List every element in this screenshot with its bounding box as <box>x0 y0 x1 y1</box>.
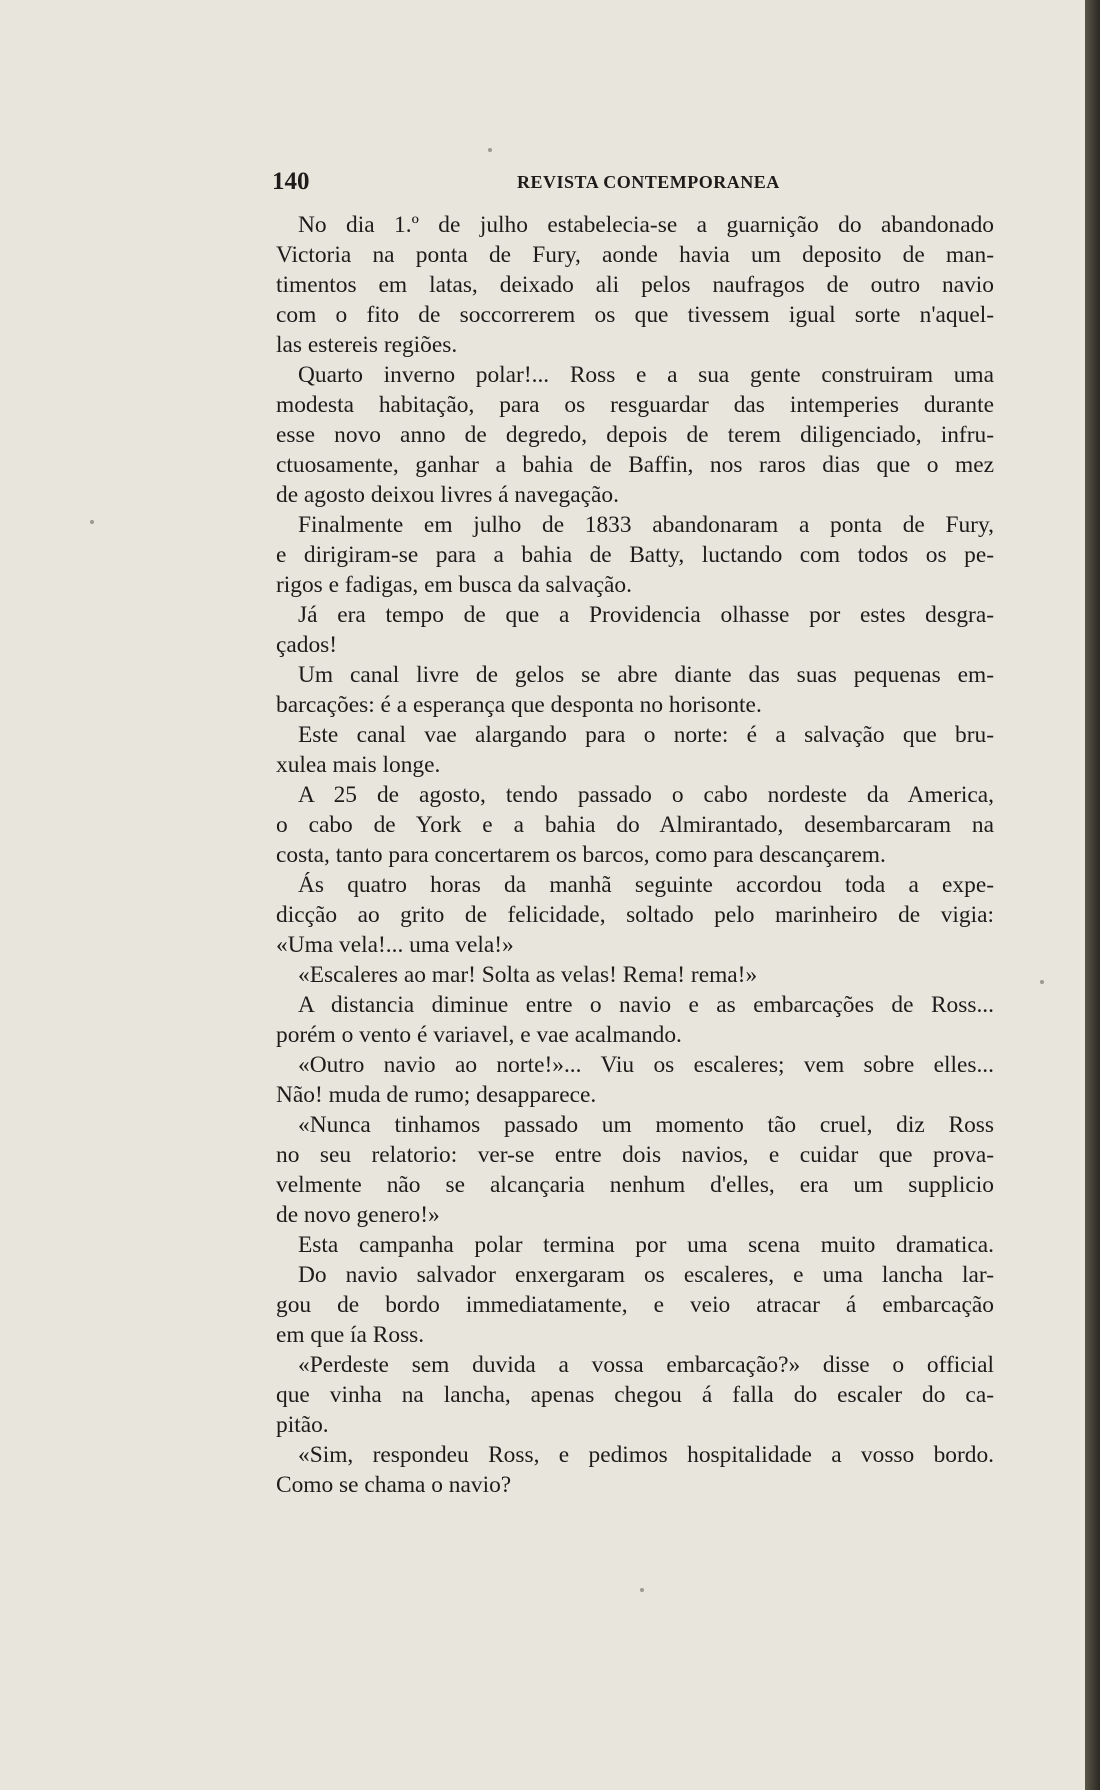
body-text <box>276 210 994 1500</box>
text-line: Quarto inverno polar!... Ross e a sua gente construiram uma <box>298 362 994 388</box>
text-line: ctuosamente, ganhar a bahia de Baffin, nos raros dias que o mez <box>276 452 994 478</box>
text-line: Este canal vae alargando para o norte: é a salvação que bru- <box>298 722 994 748</box>
paper-speck <box>1040 980 1044 984</box>
text-line: Do navio salvador enxergaram os escaleres, e uma lancha lar- <box>298 1262 994 1288</box>
text-line: A 25 de agosto, tendo passado o cabo nordeste da America, <box>298 782 994 808</box>
text-line: esse novo anno de degredo, depois de terem diligenciado, infru- <box>276 422 994 448</box>
text-line: Victoria na ponta de Fury, aonde havia um deposito de man- <box>276 242 994 268</box>
text-line: modesta habitação, para os resguardar das intemperies durante <box>276 392 994 418</box>
text-line: las estereis regiões. <box>276 332 458 358</box>
text-line: de agosto deixou livres á navegação. <box>276 482 619 508</box>
paper-speck <box>640 1588 644 1592</box>
text-line: Ás quatro horas da manhã seguinte accordou toda a expe- <box>298 872 994 898</box>
text-line: Não! muda de rumo; desapparece. <box>276 1082 597 1108</box>
text-line: çados! <box>276 632 338 658</box>
text-line: que vinha na lancha, apenas chegou á falla do escaler do ca- <box>276 1382 994 1408</box>
page-number: 140 <box>272 168 310 195</box>
text-line: e dirigiram-se para a bahia de Batty, luctando com todos os pe- <box>276 542 994 568</box>
text-line: Um canal livre de gelos se abre diante das suas pequenas em- <box>298 662 994 688</box>
text-line: «Perdeste sem duvida a vossa embarcação?» disse o official <box>298 1352 994 1378</box>
text-line: de novo genero!» <box>276 1202 440 1228</box>
text-line: «Nunca tinhamos passado um momento tão cruel, diz Ross <box>298 1112 994 1138</box>
text-line: «Uma vela!... uma vela!» <box>276 932 514 958</box>
text-line: costa, tanto para concertarem os barcos, como para descançarem. <box>276 842 886 868</box>
text-line: no seu relatorio: ver-se entre dois navios, e cuidar que prova- <box>276 1142 994 1168</box>
text-line: gou de bordo immediatamente, e veio atracar á embarcação <box>276 1292 994 1318</box>
text-line: rigos e fadigas, em busca da salvação. <box>276 572 632 598</box>
text-line: xulea mais longe. <box>276 752 441 778</box>
text-line: com o fito de soccorrerem os que tivessem igual sorte n'aquel- <box>276 302 994 328</box>
running-title: REVISTA CONTEMPORANEA <box>517 172 780 192</box>
text-line: dicção ao grito de felicidade, soltado pelo marinheiro de vigia: <box>276 902 994 928</box>
text-line: velmente não se alcançaria nenhum d'elles, era um supplicio <box>276 1172 994 1198</box>
text-line: Esta campanha polar termina por uma scena muito dramatica. <box>298 1232 994 1258</box>
text-line: Como se chama o navio? <box>276 1472 512 1498</box>
text-line: em que ía Ross. <box>276 1322 425 1348</box>
page-header <box>272 168 992 198</box>
text-line: «Outro navio ao norte!»... Viu os escaleres; vem sobre elles... <box>298 1052 994 1078</box>
paper-speck <box>90 520 94 524</box>
text-line: Finalmente em julho de 1833 abandonaram a ponta de Fury, <box>298 512 994 538</box>
text-line: porém o vento é variavel, e vae acalmando. <box>276 1022 682 1048</box>
text-line: No dia 1.º de julho estabelecia-se a guarnição do abandonado <box>298 212 994 238</box>
text-line: A distancia diminue entre o navio e as embarcações de Ross... <box>298 992 994 1018</box>
text-line: o cabo de York e a bahia do Almirantado, desembarcaram na <box>276 812 994 838</box>
paper-speck <box>488 148 492 152</box>
text-line: «Sim, respondeu Ross, e pedimos hospitalidade a vosso bordo. <box>298 1442 994 1468</box>
text-line: «Escaleres ao mar! Solta as velas! Rema! rema!» <box>298 962 758 988</box>
text-line: barcações: é a esperança que desponta no horisonte. <box>276 692 762 718</box>
text-line: Já era tempo de que a Providencia olhasse por estes desgra- <box>298 602 994 628</box>
text-line: pitão. <box>276 1412 329 1438</box>
page-edge <box>1085 0 1100 1790</box>
text-line: timentos em latas, deixado ali pelos naufragos de outro navio <box>276 272 994 298</box>
